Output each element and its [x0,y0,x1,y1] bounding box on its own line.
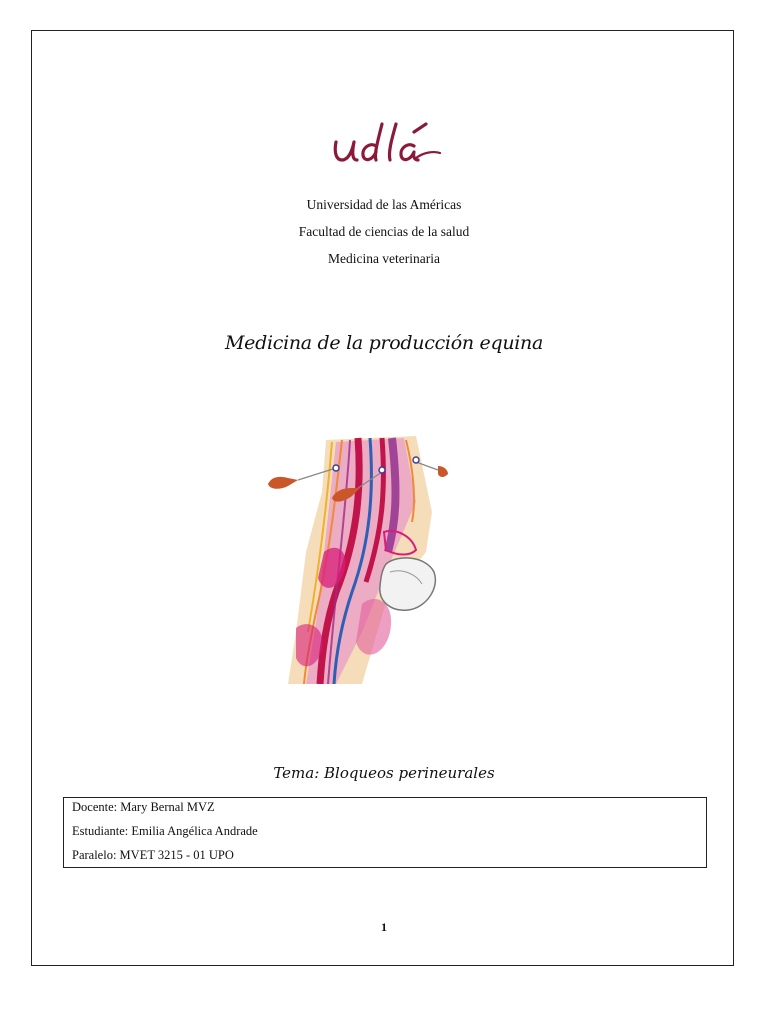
topic-title: Tema: Bloqueos perineurales [273,764,495,782]
university-name: Universidad de las Américas [306,197,462,212]
teacher-info: Docente: Mary Bernal MVZ [72,800,215,814]
course-title: Medicina de la producción equina [225,332,543,354]
page-number: 1 [381,920,387,934]
udla-logo [330,118,442,168]
info-box [63,797,707,868]
student-info: Estudiante: Emilia Angélica Andrade [72,824,258,838]
program-name: Medicina veterinaria [327,251,441,266]
equine-limb-anatomy-illustration [266,432,450,684]
section-info: Paralelo: MVET 3215 - 01 UPO [72,848,234,862]
faculty-name: Facultad de ciencias de la salud [298,224,470,239]
